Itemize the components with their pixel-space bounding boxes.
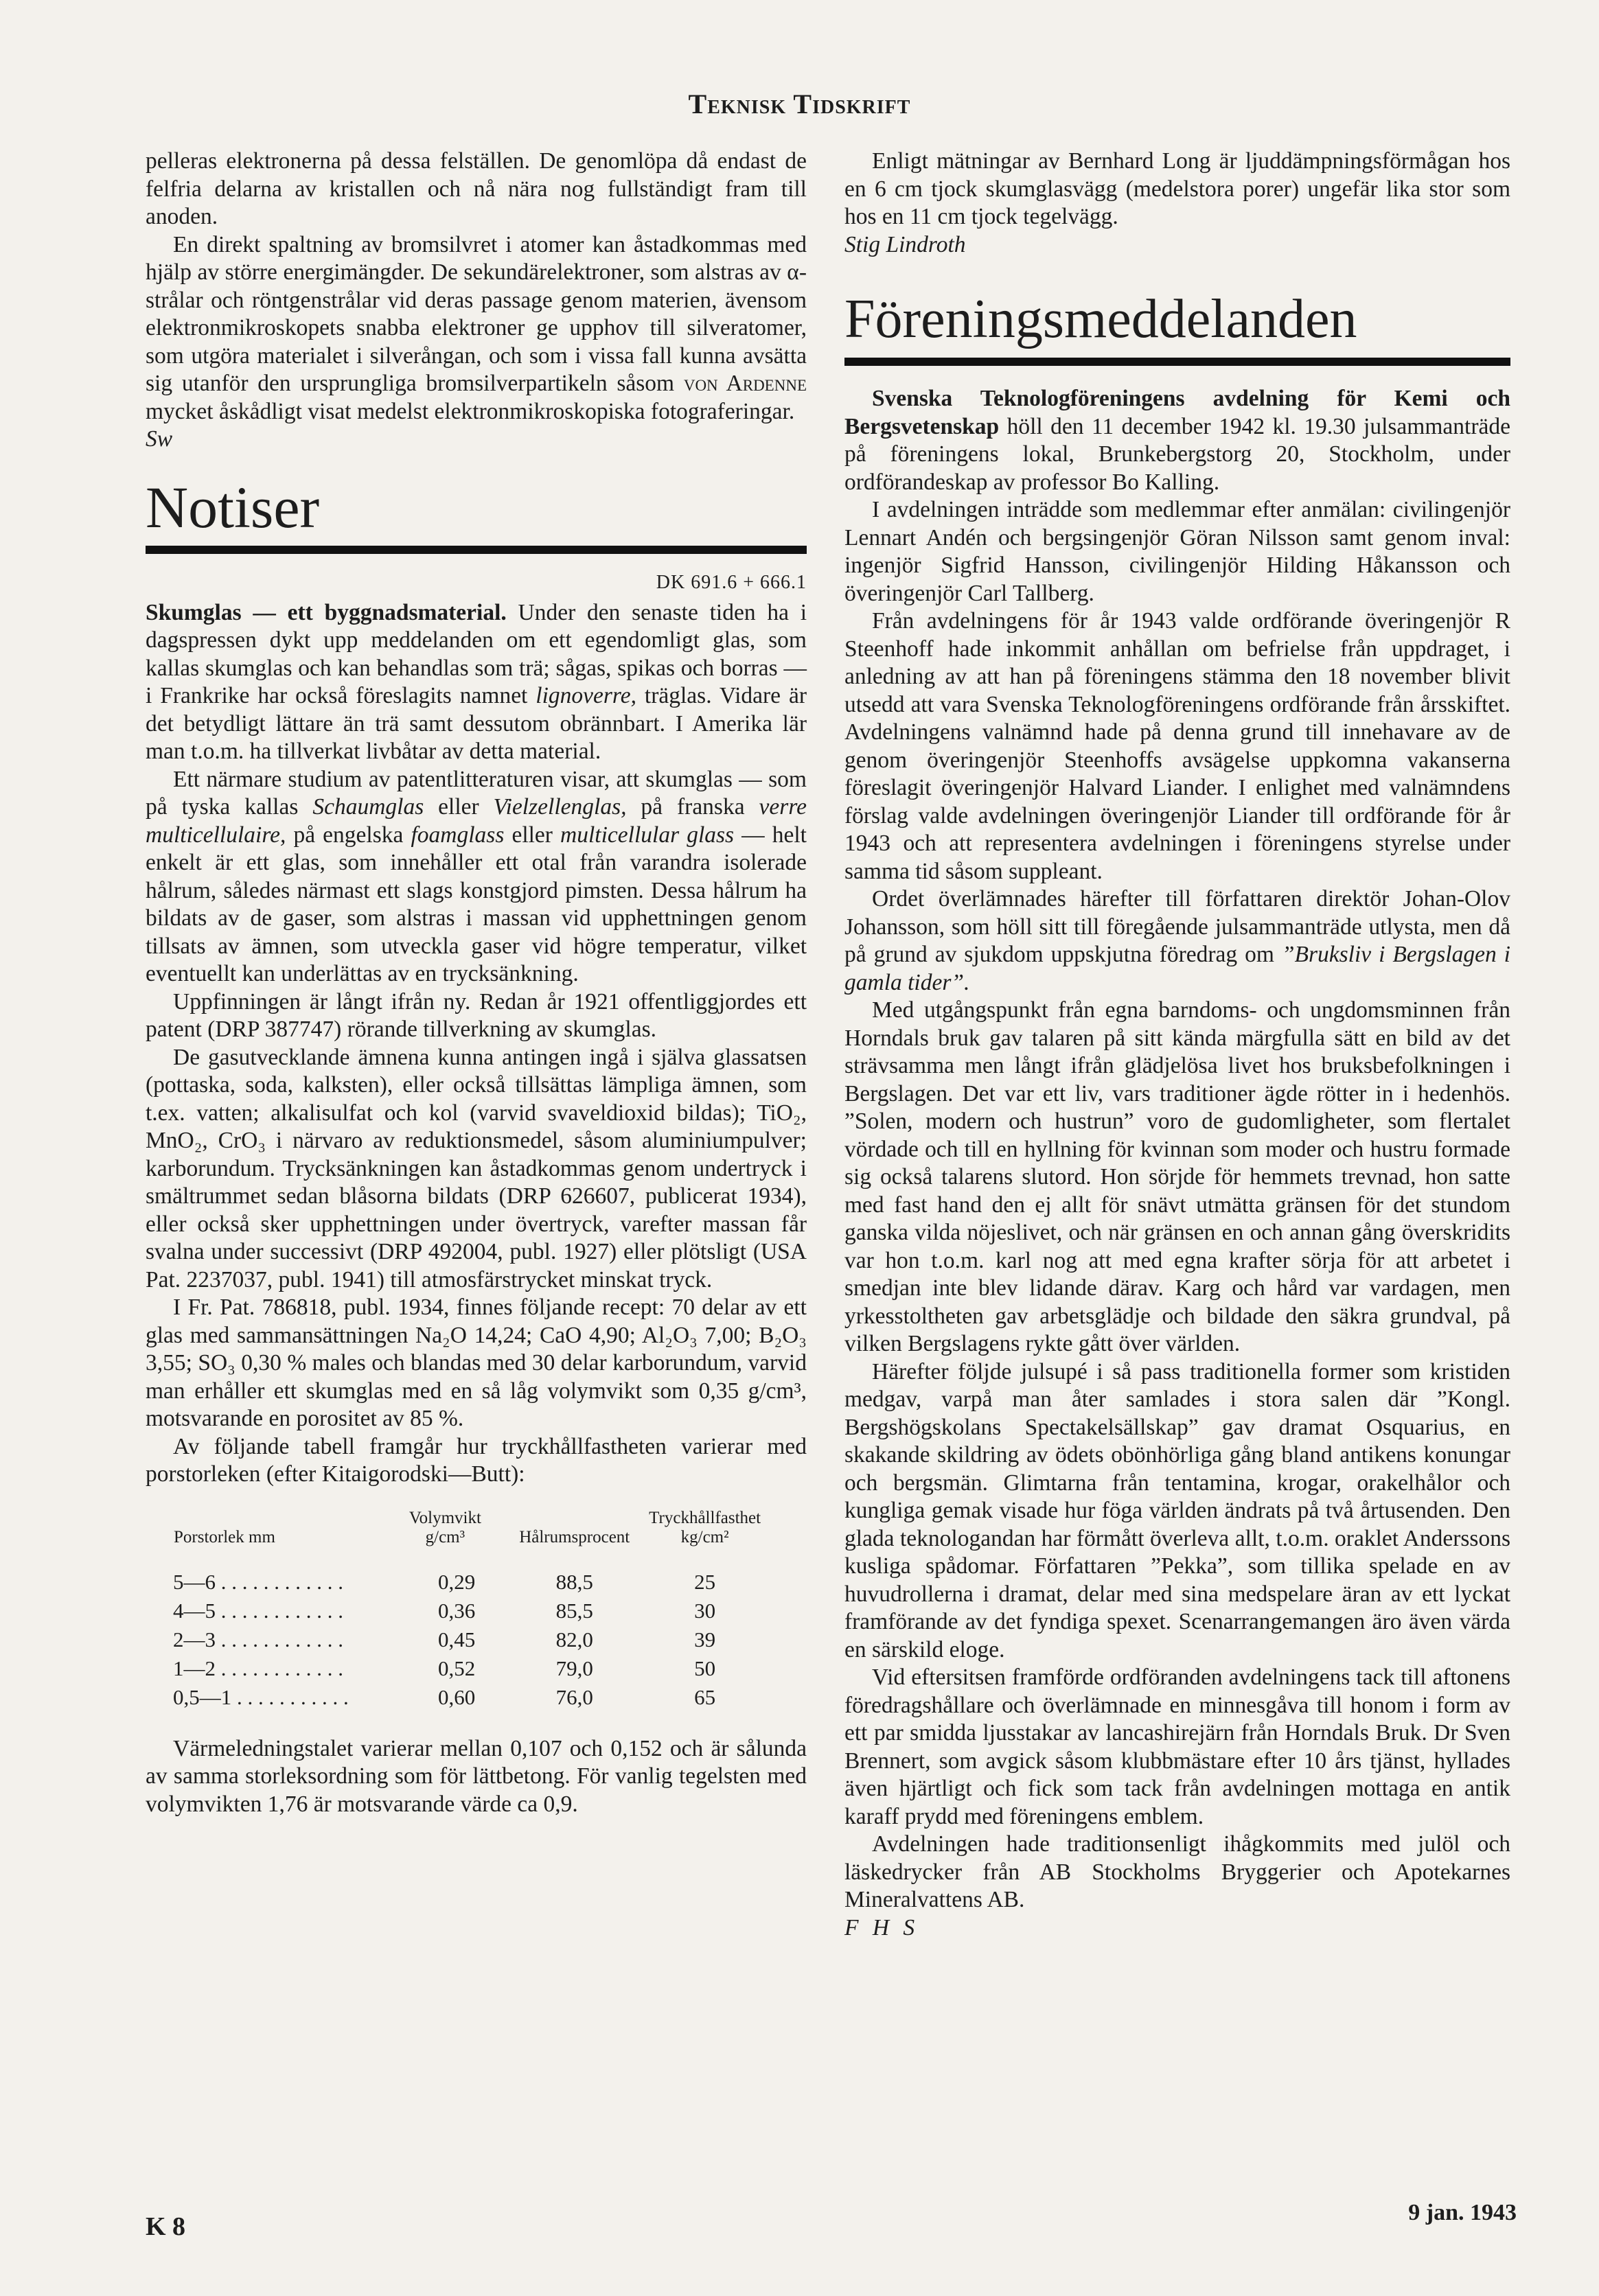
left-intro-signature: Sw [146, 426, 173, 452]
table-cell: 65 [694, 1684, 716, 1709]
text-run: på engelska [286, 822, 411, 848]
table-cell: 50 [694, 1656, 716, 1680]
skumglas-paragraph-5: I Fr. Pat. 786818, publ. 1934, finnes följande recept: 70 delar av ett glas med sammansättningen Na₂O 14,24; CaO 4,90; Al₂O₃ 7,00; B₂O₃ 3,55; SO₃ 0,30 % males och blandas med 30 delar karborundum, varvid man erhåller ett skumglas med en så låg volymvikt som 0,35 g/cm³, motsvarande en porositet av 85 %. [146, 1295, 807, 1431]
right-signature: F H S [844, 1914, 919, 1940]
text-run: på franska [626, 794, 759, 820]
table-cell: 0,29 [437, 1569, 476, 1594]
strength-table [173, 1508, 763, 1712]
table-cell: 0,52 [437, 1656, 476, 1680]
table-row [173, 1683, 763, 1712]
text-run-italic: Vielzellenglas, [493, 794, 627, 820]
meeting-paragraph-1 [844, 385, 1510, 496]
text-run-italic: foamglass [411, 822, 505, 848]
text-run: Ett närmare studium av patentlitteraturen visar, att skumglas — som på tyska kallas [146, 766, 807, 820]
page-number: K 8 [146, 2212, 186, 2241]
table-cell: 0,36 [437, 1598, 476, 1623]
left-column [146, 148, 807, 1818]
text-run: höll den 11 december 1942 kl. 19.30 julsammanträde på föreningens lokal, Brunkebergstorg 20, Stockholm, under ordförandeskap av professor Bo Kalling. [844, 413, 1510, 495]
right-column [844, 148, 1510, 1942]
table-cell: 0,60 [437, 1684, 476, 1709]
table-row [173, 1625, 763, 1654]
table-row [173, 1568, 763, 1597]
skumglas-paragraph-3: Uppfinningen är långt ifrån ny. Redan år 1921 offentliggjordes ett patent (DRP 387747) rörande tillverkning av skumglas. [146, 988, 807, 1042]
text-run-italic: lignoverre, [536, 683, 636, 708]
table-cell: 88,5 [555, 1569, 593, 1594]
table-cell: 5—6 . . . . . . . . . . . . [173, 1569, 343, 1594]
table-cell: 2—3 . . . . . . . . . . . . [173, 1627, 343, 1651]
left-intro-paragraph-1: pelleras elektronerna på dessa felställen. De genomlöpa då endast de felfria delarna av kristallen och nå nära nog fullständigt fram till anoden. [146, 148, 807, 229]
author-name-ardenne: von Ardenne [683, 371, 807, 396]
table-header-row [173, 1508, 763, 1568]
left-intro-paragraph-2 [146, 231, 807, 426]
table-row [173, 1654, 763, 1683]
table-row [173, 1597, 763, 1625]
table-cell: 39 [694, 1627, 716, 1651]
society-name: Svenska Teknologföreningens avdelning för Kemi och Bergsvetenskap [844, 386, 1510, 439]
text-run: Under den senaste tiden ha i dagspressen dykt upp meddelanden om ett egendomligt glas, som kallas skumglas och kan behandlas som trä; sågas, spikas och borras — i Frankrike har också föreslagits namnet [146, 599, 807, 708]
meeting-paragraph-6: Härefter följde julsupé i så pass traditionella former som kristiden medgav, varpå man åter samlades i stora salen där ”Kongl. Bergshögskolans Spectakelsällskap” gav dramat Osquarius, en skakande skildring av ödets obönhörliga gång bland antikens konungar och bergsmän. Glimtarna från tentamina, krogar, orakelhålor och kungliga gemak visade hur föga världen ändrats på två årtusenden. Den glada teknologandan har förmått överleva allt, t.o.m. oraklet Anderssons kusliga spådomar. Författaren ”Pekka”, som tillika spelade en av huvudrollerna i dramat, delar med sina medspelare äran av ett lyckat framförande av det fyndiga spexet. Scenarrangemangen äro även värda en särskild eloge. [844, 1358, 1510, 1662]
skumglas-paragraph-2 [146, 766, 807, 988]
left-intro-text-end: mycket åskådligt visat medelst elektronmikroskopiska fotograferingar. [146, 398, 795, 424]
skumglas-paragraph-1 [146, 599, 807, 766]
table-cell: 0,45 [437, 1627, 476, 1651]
foreningsmeddelanden-heading: Föreningsmeddelanden [844, 285, 1510, 366]
text-run: träglas. Vidare är det betydligt lättare än trä samt dessutom obrännbart. I Amerika lär man t.o.m. ha tillverkat livbåtar av detta material. [146, 683, 807, 764]
skumglas-paragraph-7: Värmeledningstalet varierar mellan 0,107 och 0,152 och är sålunda av samma storleksordning som för lättbetong. För vanlig tegelsten med volymvikten 1,76 är motsvarande värde ca 0,9. [146, 1735, 807, 1817]
column-header: Tryckhållfasthet kg/cm² [649, 1508, 761, 1546]
column-header: Hålrumsprocent [519, 1527, 630, 1546]
right-intro-paragraph: Enligt mätningar av Bernhard Long är ljuddämpningsförmågan hos en 6 cm tjock skumglasvägg (medelstora porer) ungefär lika stor som hos en 11 cm tjock tegelvägg. [844, 148, 1510, 229]
table-cell: 85,5 [555, 1598, 593, 1623]
text-run: — helt enkelt är ett glas, som innehåller ett otal från varandra isolerade hålrum, således närmast ett slags konstgjord pimsten. Dessa hålrum ha bildats av de gaser, som alstras i massan vid upphettningen genom tillsats av ämnen, som utveckla gaser vid högre temperatur, vilket eventuellt kan underlättas av en trycksänkning. [146, 822, 807, 986]
meeting-paragraph-5: Med utgångspunkt från egna barndoms- och ungdomsminnen från Horndals bruk gav talaren på sitt kända märgfulla sätt en bild av det strävsamma men långt ifrån glädjelösa livet hos bruksbefolkningen i Bergslagen. Det var ett liv, vars traditioner ägde rötter in i hedenhös. ”Solen, modern och hustrun” voro de gudomligheter, som flertalet vördade och till en hyllning för kvinnan som moder och hustru formade sig också talarens slutord. Hon sörjde för hemmets trevnad, hon satte med fast hand den ej allt för snävt utmätta gränsen för det stundom ganska vilda nöjeslivet, och när gränsen en och annan gång överskridits var hon t.o.m. karl nog att med egna krafter sörja för att arbetet i smedjan inte blev lidande därav. Karg och hård var vardagen, men yrkesstoltheten gav arbetsglädje och bildade den säkra grundval, på vilken Bergslagens rykte gått över världen. [844, 997, 1510, 1356]
table-cell: 76,0 [555, 1684, 593, 1709]
table-cell: 30 [694, 1598, 716, 1623]
meeting-paragraph-8: Avdelningen hade traditionsenligt ihågkommits med julöl och läskedrycker från AB Stockholms Bryggerier och Apotekarnes Mineralvattens AB. [844, 1831, 1510, 1912]
table-cell: 25 [694, 1569, 716, 1594]
text-run: Ordet överlämnades härefter till författaren direktör Johan-Olov Johansson, som höll sitt till föregående julsammanträde utlysta, men då på grund av sjukdom uppskjutna föredrag om [844, 886, 1510, 967]
article-title: Skumglas — ett byggnadsmaterial. [146, 599, 507, 625]
text-run: eller [504, 822, 561, 848]
text-run-italic: multicellular glass [560, 822, 735, 848]
text-run: eller [424, 794, 494, 820]
column-header: Porstorlek mm [174, 1527, 275, 1546]
skumglas-paragraph-6: Av följande tabell framgår hur tryckhållfastheten varierar med porstorleken (efter Kitaigorodski—Butt): [146, 1433, 807, 1487]
issue-date: 9 jan. 1943 [1408, 2200, 1517, 2225]
right-intro-signature: Stig Lindroth [844, 231, 966, 257]
table-cell: 0,5—1 . . . . . . . . . . . [173, 1684, 349, 1709]
column-header: Volymvikt g/cm³ [409, 1508, 481, 1546]
table-cell: 82,0 [555, 1627, 593, 1651]
left-intro-text: En direkt spaltning av bromsilvret i atomer kan åstadkommas med hjälp av större energimängder. De sekundärelektroner, som alstras av α-strålar och röntgenstrålar vid deras passage genom materien, ävensom elektronmikroskopets snabba elektroner ge upphov till silveratomer, som utgöra materialet i silverångan, och som i vissa fall kunna avsätta sig utanför den ursprungliga bromsilverpartikeln såsom [146, 231, 807, 396]
meeting-paragraph-7: Vid eftersitsen framförde ordföranden avdelningens tack till aftonens föredragshållare och överlämnade en minnesgåva till honom i form av ett par smidda ljusstakar av lancashirejärn från Horndals Bruk. Dr Sven Brennert, som avgick såsom klubbmästare efter 10 års tjänst, hyllades även hjärtligt och fick som tack från avdelningen mottaga en antik karaff prydd med föreningens emblem. [844, 1665, 1510, 1829]
notiser-heading: Notiser [146, 473, 807, 554]
skumglas-paragraph-4: De gasutvecklande ämnena kunna antingen ingå i själva glassatsen (pottaska, soda, kalksten), eller också tillsättas lämpliga ämnen, som t.ex. vatten; alkalisulfat och kol (varvid svaveldioxid bildas); TiO₂, MnO₂, CrO₃ i närvaro av reduktionsmedel, såsom aluminiumpulver; karborundum. Trycksänkningen kan åstadkommas genom undertryck i smältrummet sedan blåsorna bildats (DRP 626607, publicerat 1934), eller också sker upphettningen under övertryck, varefter massan får svalna under successivt (DRP 492004, publ. 1927) eller plötsligt (USA Pat. 2237037, publ. 1941) till atmosfärstrycket minskat tryck. [146, 1044, 807, 1292]
text-run-italic: verre multicellulaire, [146, 794, 807, 848]
masthead: Teknisk Tidskrift [688, 89, 911, 119]
dk-classification: DK 691.6 + 666.1 [656, 571, 807, 593]
meeting-paragraph-4 [844, 885, 1510, 997]
table-cell: 1—2 . . . . . . . . . . . . [173, 1656, 343, 1680]
meeting-paragraph-3: Från avdelningens för år 1943 valde ordförande överingenjör R Steenhoff hade inkommit anhållan om befrielse från uppdraget, i anledning av att han på föreningens stämma den 18 november blivit utsedd att vara Svenska Teknologföreningens ordförande från årsskiftet. Avdelningens valnämnd hade på denna grund till innehavare av de genom överingenjör Steenhoffs avsägelse uppkomna vakanserna föreslagit överingenjör Halvard Liander. I enlighet med valnämndens förslag valde avdelningen överingenjör Liander till ordförande för år 1943 och att representera avdelningen i föreningens styrelse under samma tid såsom suppleant. [844, 608, 1510, 884]
lecture-title: ”Bruksliv i Bergslagen i gamla tider”. [844, 942, 1510, 995]
text-run-italic: Schaumglas [312, 794, 424, 820]
meeting-paragraph-2: I avdelningen inträdde som medlemmar efter anmälan: civilingenjör Lennart Andén och bergsingenjör Göran Nilsson samt genom inval: ingenjör Sigfrid Hansson, civilingenjör Hilding Håkansson och överingenjör Carl Tallberg. [844, 497, 1510, 606]
table-cell: 4—5 . . . . . . . . . . . . [173, 1598, 343, 1623]
table-cell: 79,0 [555, 1656, 593, 1680]
